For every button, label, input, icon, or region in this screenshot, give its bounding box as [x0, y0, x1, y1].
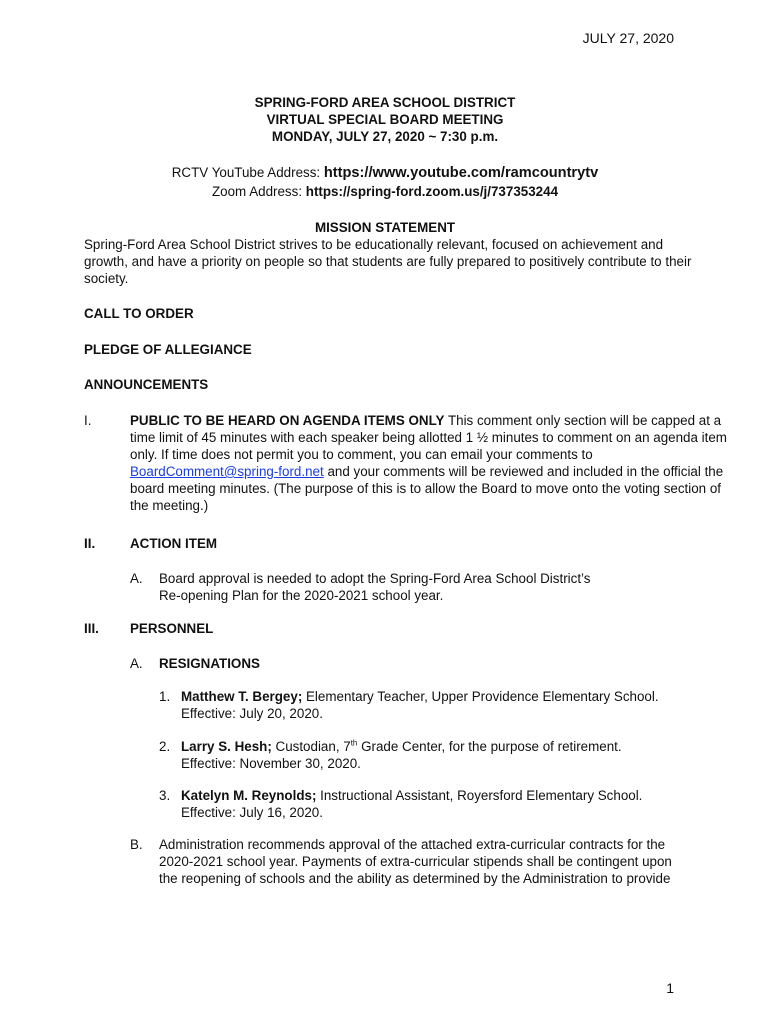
resignation-3-name: Katelyn M. Reynolds;: [181, 788, 317, 803]
mission-text: Spring-Ford Area School District strives to be educationally relevant, focused on achievement and growth, and have a priority on people so that students are fully prepared to positively contribute to their society.: [84, 237, 692, 286]
youtube-url[interactable]: https://www.youtube.com/ramcountrytv: [323, 165, 599, 181]
board-comment-email-link[interactable]: BoardComment@spring-ford.net: [130, 464, 324, 479]
resignation-2-detail-post: Grade Center, for the purpose of retirement.: [357, 739, 622, 754]
item3-numeral: III.: [84, 621, 99, 636]
item3-b-line2: 2020-2021 school year. Payments of extra-curricular stipends shall be contingent upon: [159, 854, 672, 869]
pledge-heading: PLEDGE OF ALLEGIANCE: [84, 342, 252, 357]
meeting-date: JULY 27, 2020: [582, 30, 674, 46]
item3-title: PERSONNEL: [130, 621, 214, 636]
resignation-3-number: 3.: [159, 788, 171, 803]
item2-a-line1: Board approval is needed to adopt the Spring-Ford Area School District’s: [159, 571, 591, 586]
announcements-heading: ANNOUNCEMENTS: [84, 377, 209, 392]
resignation-2: [181, 738, 721, 755]
item2-a-line2: Re-opening Plan for the 2020-2021 school year.: [159, 588, 444, 603]
resignation-2-detail-sup: th: [350, 738, 358, 748]
zoom-url[interactable]: https://spring-ford.zoom.us/j/737353244: [305, 184, 559, 199]
item1-text: This comment only section will be capped at a time limit of 45 minutes with each speaker being allotted 1 ½ minutes to comment on an agenda item only. If time does not permit you to comment, you can email your comments to: [130, 413, 727, 462]
item3-b-line1: Administration recommends approval of the attached extra-curricular contracts for the: [159, 837, 666, 852]
item2-a-letter: A.: [130, 571, 143, 586]
item3-b-line3: the reopening of schools and the ability as determined by the Administration to provide: [159, 871, 671, 886]
resignation-2-effective: Effective: November 30, 2020.: [181, 756, 361, 771]
item1-text-after: and your comments will be reviewed and included in the official the board meeting minutes. (The purpose of this is to allow the Board to move onto the voting section of the meeting.): [130, 464, 724, 513]
resignation-3: [181, 787, 721, 804]
resignation-1-effective: Effective: July 20, 2020.: [181, 706, 323, 721]
youtube-address: [0, 164, 770, 182]
resignation-1-detail: Elementary Teacher, Upper Providence Elementary School.: [302, 689, 659, 704]
item2-title: ACTION ITEM: [130, 536, 218, 551]
page-number: 1: [666, 980, 674, 996]
resignation-2-name: Larry S. Hesh;: [181, 739, 272, 754]
zoom-label: Zoom Address:: [211, 184, 306, 199]
item2-numeral: II.: [84, 536, 96, 551]
resignation-3-effective: Effective: July 16, 2020.: [181, 805, 323, 820]
resignation-3-detail: Instructional Assistant, Royersford Elementary School.: [316, 788, 643, 803]
mission-heading: MISSION STATEMENT: [314, 220, 456, 235]
resignation-2-number: 2.: [159, 739, 171, 754]
zoom-address: [0, 183, 770, 200]
item1-body: [130, 412, 730, 514]
resignation-2-detail-pre: Custodian, 7: [271, 739, 351, 754]
youtube-label: RCTV YouTube Address:: [171, 165, 324, 180]
item1-title: PUBLIC TO BE HEARD ON AGENDA ITEMS ONLY: [130, 413, 445, 428]
resignation-1-name: Matthew T. Bergey;: [181, 689, 303, 704]
title-datetime: MONDAY, JULY 27, 2020 ~ 7:30 p.m.: [271, 129, 499, 144]
resignation-1: [181, 688, 721, 705]
item1-numeral: I.: [84, 413, 92, 428]
item3-a-letter: A.: [130, 656, 143, 671]
resignations-heading: RESIGNATIONS: [159, 656, 260, 671]
title-district: SPRING-FORD AREA SCHOOL DISTRICT: [254, 95, 516, 110]
item3-b-letter: B.: [130, 837, 143, 852]
resignation-1-number: 1.: [159, 689, 171, 704]
call-to-order-heading: CALL TO ORDER: [84, 306, 194, 321]
title-meeting: VIRTUAL SPECIAL BOARD MEETING: [266, 112, 504, 127]
